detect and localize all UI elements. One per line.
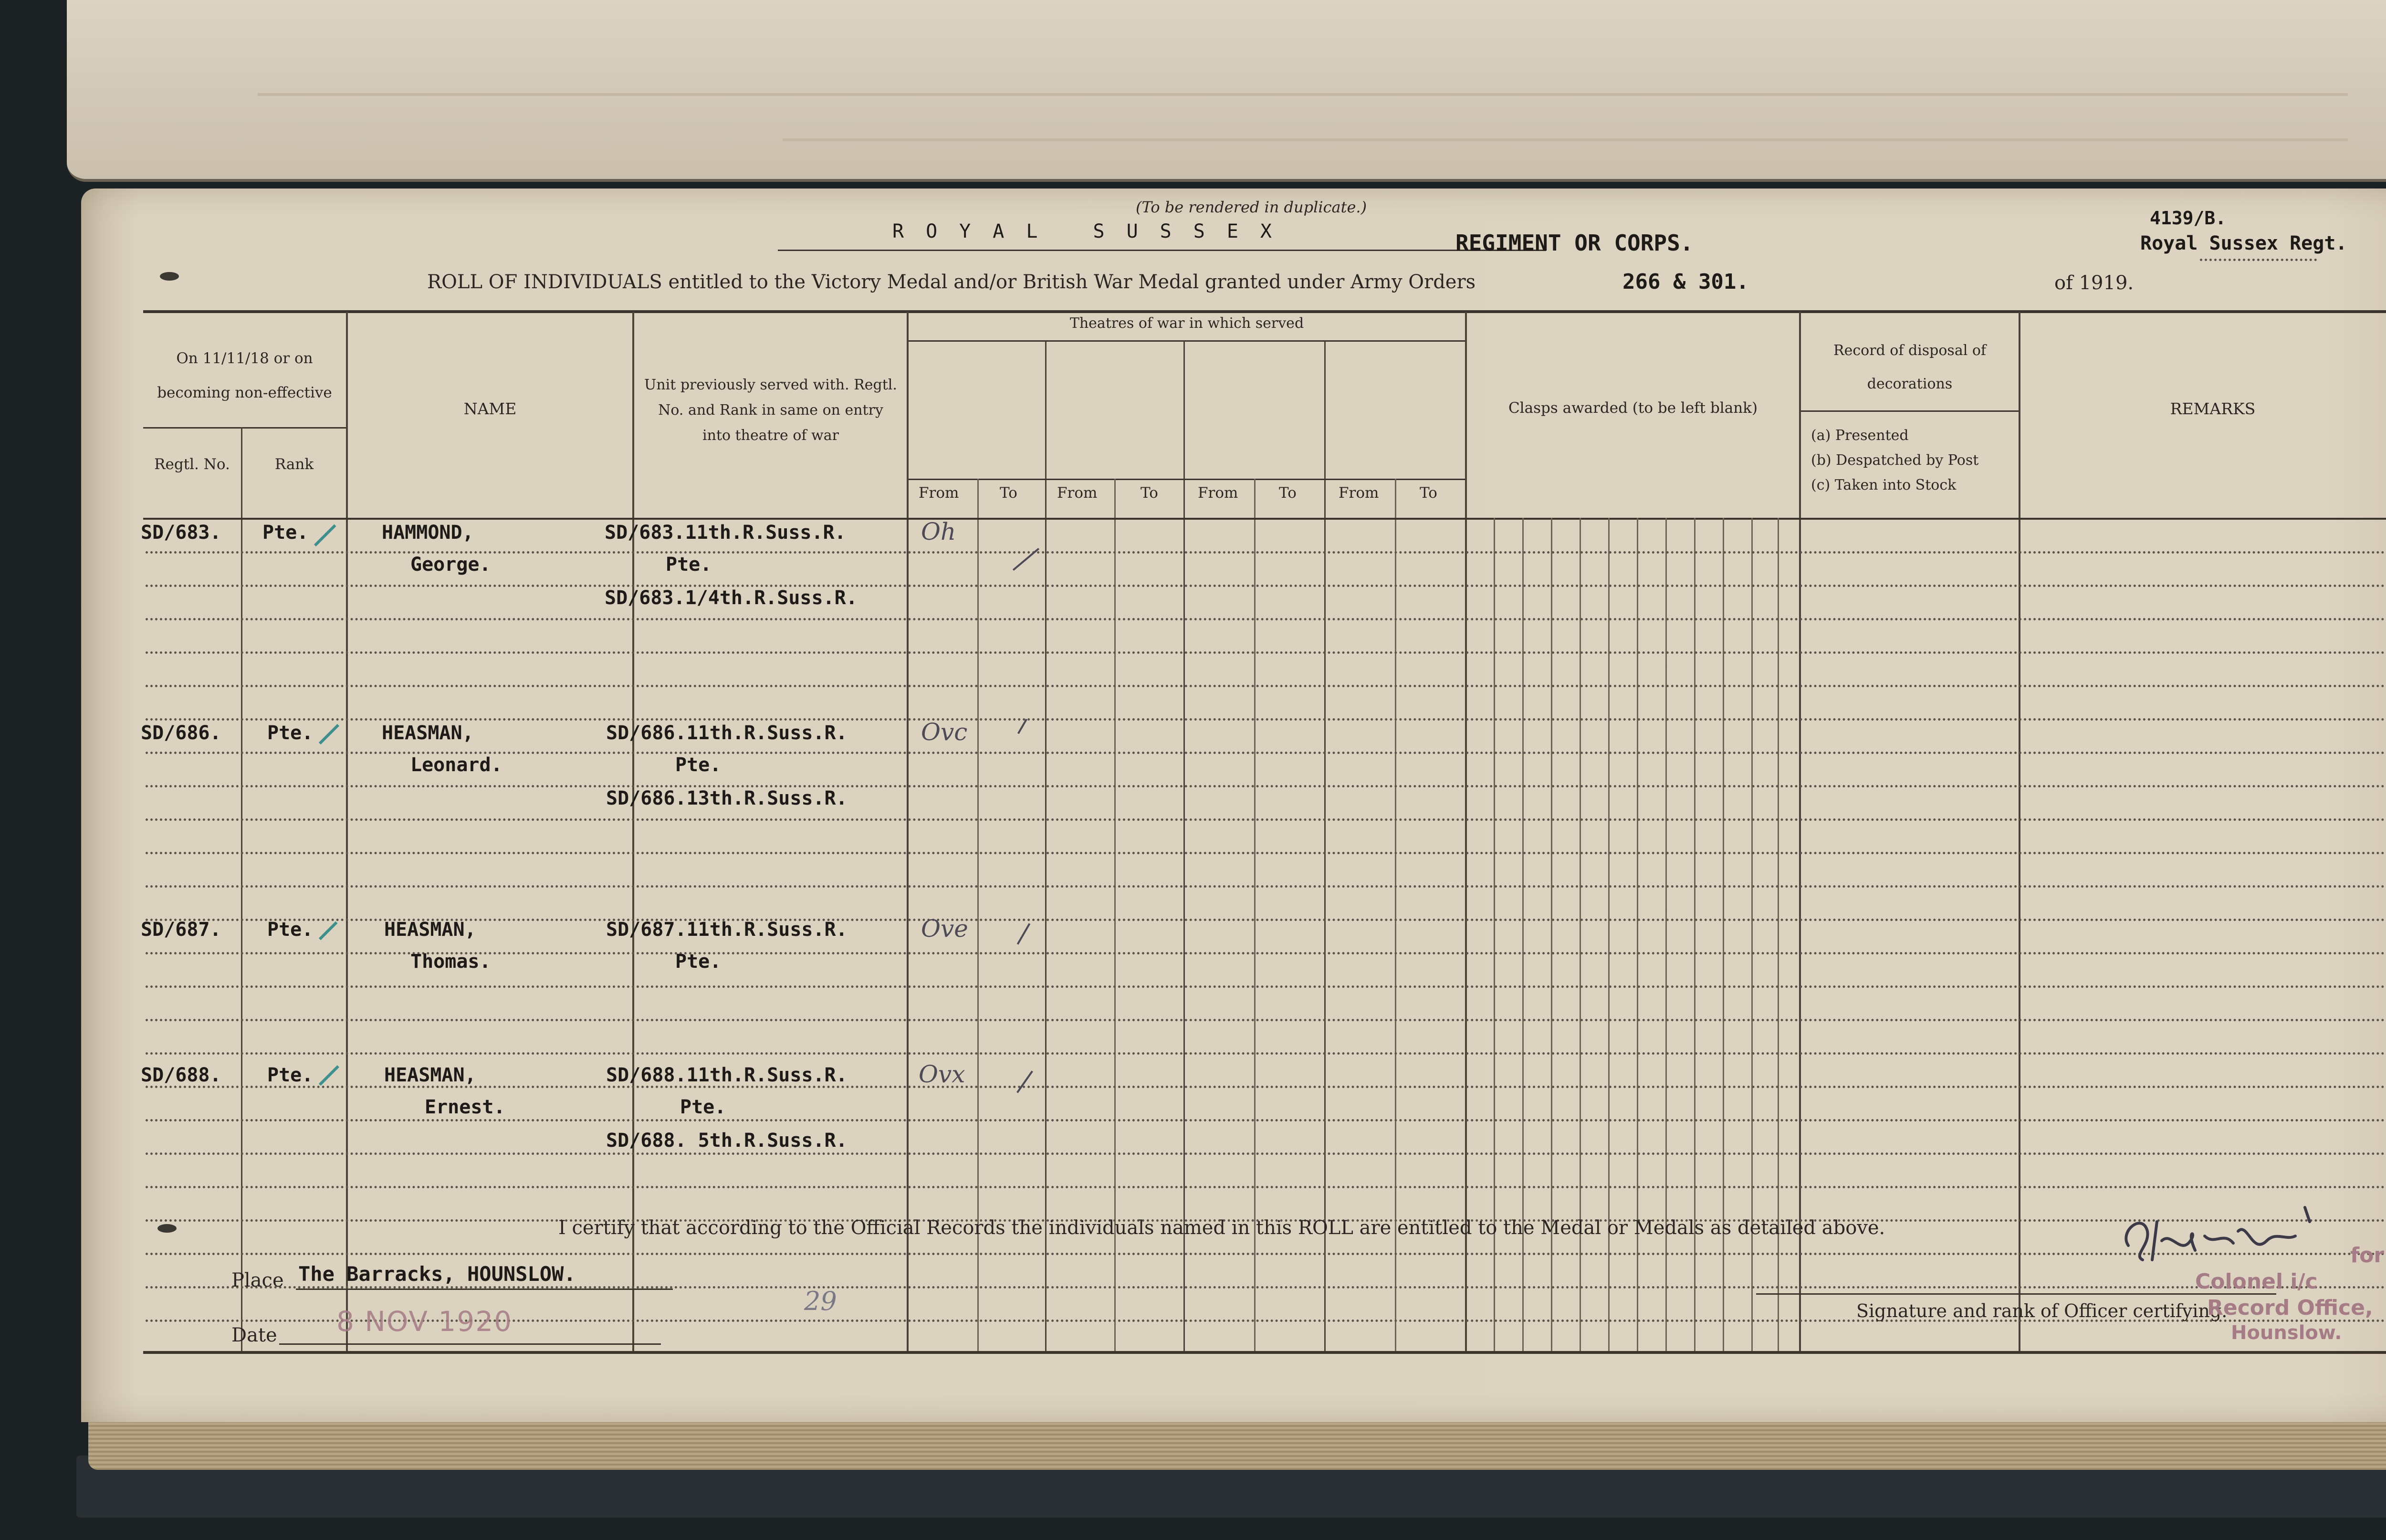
- forename: George.: [410, 554, 491, 576]
- reference-regiment: Royal Sussex Regt.: [2140, 232, 2347, 254]
- theatre-mark: Ovc: [921, 718, 968, 746]
- ledger-page: [81, 189, 2386, 1422]
- check-mark: [319, 724, 339, 744]
- clasps-header: Clasps awarded (to be left blank): [1508, 399, 1758, 417]
- regtl-no: SD/688.: [141, 1064, 221, 1086]
- regtl-no: SD/683.: [141, 522, 221, 544]
- disposal-presented: (a) Presented: [1811, 427, 1909, 444]
- disposal-stock: (c) Taken into Stock: [1811, 477, 1957, 493]
- remarks-header: REMARKS: [2170, 399, 2256, 418]
- surname: HEASMAN,: [384, 919, 476, 941]
- certification-text: I certify that according to the Official Records the individuals named in this ROLL are entitled to the Medal or Medals as detailed above.: [558, 1217, 1885, 1239]
- rank-header: Rank: [274, 456, 314, 473]
- reference-number: 4139/B.: [2150, 208, 2227, 229]
- officer-signature: [2114, 1203, 2324, 1274]
- theatre-mark: Ovx: [919, 1060, 965, 1088]
- regiment-typed: ROYAL SUSSEX: [892, 220, 1294, 242]
- unit-line: Pte.: [666, 554, 712, 576]
- forename: Leonard.: [410, 754, 502, 776]
- rank: Pte.: [267, 919, 314, 941]
- page-mark: 29: [804, 1286, 837, 1316]
- unit-line: SD/683.11th.R.Suss.R.: [605, 522, 846, 544]
- rank: Pte.: [267, 1064, 314, 1086]
- check-mark: [319, 1065, 339, 1086]
- surname: HEASMAN,: [382, 722, 474, 744]
- unit-line: SD/686.11th.R.Suss.R.: [606, 722, 848, 744]
- regiment-label: REGIMENT OR CORPS.: [1455, 230, 1694, 256]
- roll-title: ROLL OF INDIVIDUALS entitled to the Victory Medal and/or British War Medal granted under Army Orders: [427, 271, 1476, 293]
- unit-line: Pte.: [675, 754, 722, 776]
- to-header: To: [1279, 484, 1297, 502]
- unit-line: Pte.: [680, 1096, 726, 1118]
- unit-line: SD/688. 5th.R.Suss.R.: [606, 1130, 848, 1152]
- unit-header: Unit previously served with. Regtl. No. and Rank in same on entry into theatre of war: [644, 377, 897, 444]
- regtl-no: SD/687.: [141, 919, 221, 941]
- from-header: From: [919, 484, 959, 502]
- army-orders: 266 & 301.: [1622, 270, 1749, 294]
- rank: Pte.: [262, 522, 309, 544]
- stamp-place: Hounslow.: [2231, 1322, 2342, 1344]
- unit-line: SD/687.11th.R.Suss.R.: [606, 919, 848, 941]
- theatre-mark: Oh: [921, 518, 956, 545]
- to-header: To: [1000, 484, 1017, 502]
- punch-hole: [160, 272, 179, 281]
- to-header: To: [1141, 484, 1158, 502]
- roll-year: of 1919.: [2054, 272, 2134, 294]
- surname: HEASMAN,: [384, 1064, 476, 1086]
- regtl-no: SD/686.: [141, 722, 221, 744]
- punch-hole: [157, 1224, 177, 1233]
- date-stamp: 8 NOV 1920: [336, 1305, 513, 1338]
- forename: Thomas.: [410, 951, 491, 973]
- disposal-despatched: (b) Despatched by Post: [1811, 452, 1979, 469]
- signature-label: Signature and rank of Officer certifying.: [1856, 1300, 2228, 1321]
- unit-line: SD/683.1/4th.R.Suss.R.: [605, 587, 858, 609]
- unit-line: SD/686.13th.R.Suss.R.: [606, 787, 848, 809]
- from-header: From: [1057, 484, 1098, 502]
- place-label: Place: [231, 1269, 284, 1291]
- disposal-header: Record of disposal of decorations: [1833, 342, 1987, 392]
- surname: HAMMOND,: [382, 522, 474, 544]
- duplicate-note: (To be rendered in duplicate.): [1136, 198, 1367, 216]
- place-value: The Barracks, HOUNSLOW.: [298, 1262, 576, 1286]
- theatre-mark: Ove: [921, 915, 968, 943]
- from-header: From: [1339, 484, 1379, 502]
- stamp-for: for: [2350, 1243, 2385, 1268]
- date-label: Date: [231, 1324, 277, 1346]
- stamp-office: Record Office,: [2207, 1296, 2373, 1320]
- previous-page: [67, 0, 2386, 182]
- unit-line: Pte.: [675, 951, 722, 973]
- unit-line: SD/688.11th.R.Suss.R.: [606, 1064, 848, 1086]
- check-mark: [319, 922, 338, 941]
- name-header: NAME: [463, 399, 517, 418]
- from-header: From: [1198, 484, 1238, 502]
- regtl-no-header: Regtl. No.: [154, 456, 230, 473]
- to-header: To: [1420, 484, 1437, 502]
- status-header: On 11/11/18 or on becoming non-effective: [157, 350, 332, 401]
- rank: Pte.: [267, 722, 314, 744]
- theatres-header: Theatres of war in which served: [1069, 315, 1304, 332]
- forename: Ernest.: [425, 1096, 505, 1118]
- stamp-colonel: Colonel i/c: [2195, 1269, 2318, 1294]
- check-mark: [314, 524, 336, 546]
